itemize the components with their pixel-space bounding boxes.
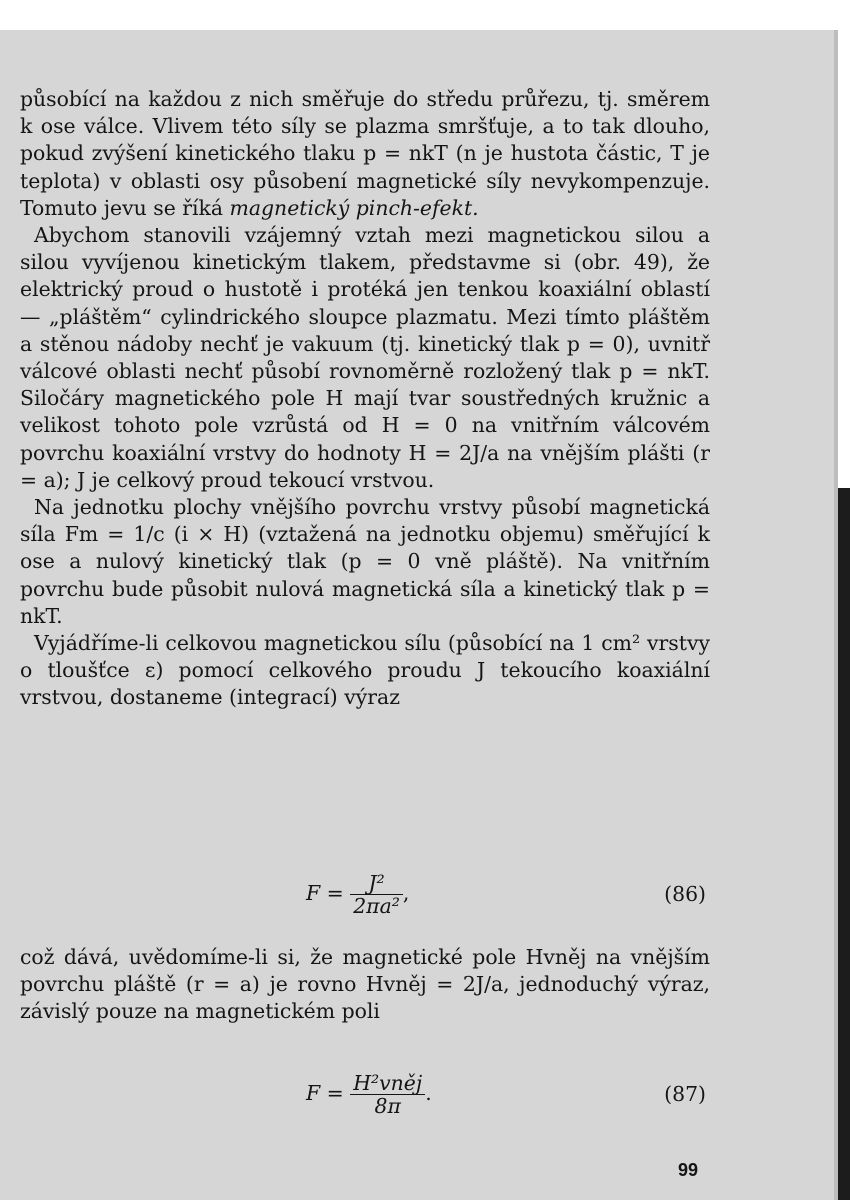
page-number: 99 [678,1160,699,1180]
eq86-denominator: 2πa² [353,894,400,918]
equation-86: F = $\frac{\text{J²}}{\text{2πa²}}$ , (86) [306,871,706,918]
paragraph-1: působící na každou z nich směřuje do středu průřezu, tj. směrem k ose válce. Vlivem této síly se plazma smršťuje, a to tak dlouho, pokud zvýšení kinetického tlaku p = nkT (n je hustota částic, T je teplota) v oblasti osy působení magnetické síly nevykompenzuje. Tomuto jevu se říká magnetický pinch-efekt. [20,87,710,220]
eq87-fraction [350,1072,425,1117]
eq86-lhs: F = [306,881,344,905]
paragraph-3: Na jednotku plochy vnějšího povrchu vrstvy působí magnetická síla Fm = 1/c (i × H) (vztažená na jednotku objemu) směřující k ose a nulový kinetický tlak (p = 0 vně pláště). Na vnitřním povrchu bude působit nulová magnetická síla a kinetický tlak p = nkT. [20,495,710,628]
eq86-fraction [350,872,403,917]
body-text [20,86,710,712]
body-text-2 [20,944,710,1026]
eq87-denominator: 8π [374,1094,401,1118]
equation-87: F = $\frac{\text{H²vněj}}{8\pi}$ . (87) [306,1071,706,1118]
eq87-lhs: F = [306,1081,344,1105]
paragraph-5: což dává, uvědomíme-li si, že magnetické pole Hvněj na vnějším povrchu pláště (r = a) je rovno Hvněj = 2J/a, jednoduchý výraz, závislý pouze na magnetickém poli [20,945,710,1024]
eq86-label: (86) [664,882,706,906]
book-spine-edge [838,488,850,1200]
paragraph-4: Vyjádříme-li celkovou magnetickou sílu (působící na 1 cm² vrstvy o tloušťce ε) pomocí celkového proudu J tekoucího koaxiální vrstvou, dostaneme (integrací) výraz [20,631,710,710]
eq86-numerator: J² [350,872,403,895]
eq87-label: (87) [664,1082,706,1106]
term-pinch-effect: magnetický pinch-efekt. [229,195,479,220]
paragraph-2: Abychom stanovili vzájemný vztah mezi magnetickou silou a silou vyvíjenou kinetickým tlakem, představme si (obr. 49), že elektrický proud o hustotě i protéká jen tenkou koaxiální oblastí — „pláštěm“ cylindrického sloupce plazmatu. Mezi tímto pláštěm a stěnou nádoby nechť je vakuum (tj. kinetický tlak p = 0), uvnitř válcové oblasti nechť působí rovnoměrně rozložený tlak p = nkT. Siločáry magnetického pole H mají tvar soustředných kružnic a velikost tohoto pole vzrůstá od H = 0 na vnitřním válcovém povrchu koaxiální vrstvy do hodnoty H = 2J/a na vnějším plášti (r = a); J je celkový proud tekoucí vrstvou. [20,223,710,492]
eq87-numerator: H²vněj [350,1072,425,1095]
